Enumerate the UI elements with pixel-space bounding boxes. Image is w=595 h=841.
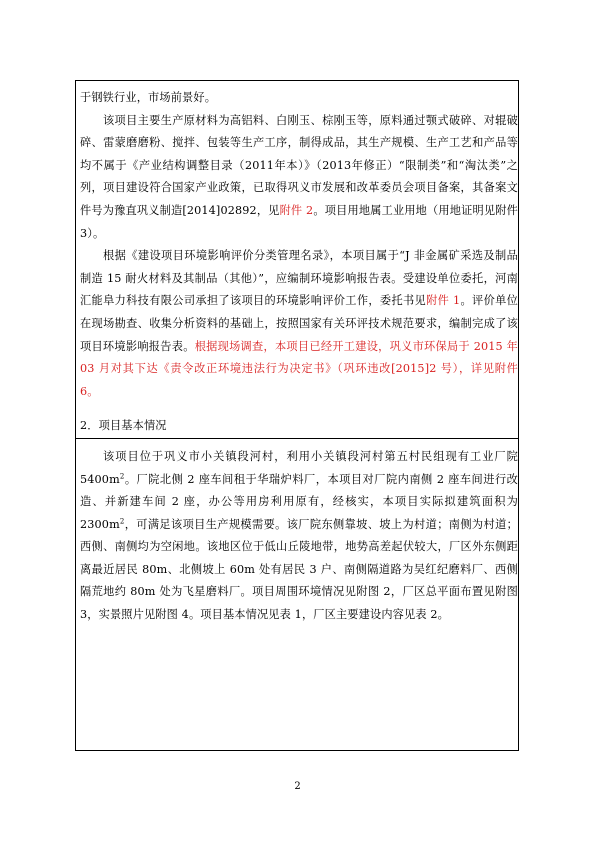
paragraph-eia-text: 根据《建设项目环境影响评价分类管理名录》，本项目属于“J 非金属矿采选及制品制造 15 耐火材料及其制品（其他）”，应编制环境影响报告表。受建设单位委托，河南汇能阜力科技有限公司承担了该项目的环境影响评价工作，委托书见 — [80, 249, 518, 308]
paragraph-materials — [80, 110, 518, 246]
paragraph-materials-tail: 。项目用地属工业用地（用地证明见附件 3）。 — [80, 203, 518, 240]
paragraph-eia-text-b: 。评价单位在现场勘查、收集分析资料的基础上，按照国家有关环评技术规范要求，编制完成了该项目环境影响报告表。 — [80, 294, 518, 353]
document-body — [80, 87, 518, 627]
superscript-2: 2 — [119, 471, 125, 480]
attachment-1-reference: 附件 1 — [426, 294, 461, 308]
paragraph-site-text-b: 。厂院北侧 2 座车间租于华瑞炉料厂，本项目对厂院内南侧 2 座车间进行改造、并新建车间 2 座，办公等用房利用原有，经核实，本项目实际拟建筑面积为 2300m — [80, 472, 518, 531]
attachment-2-reference: 附件 2 — [279, 203, 314, 217]
paragraph-eia — [80, 245, 518, 403]
continuation-line: 于钢铁行业，市场前景好。 — [80, 91, 217, 104]
page-number: 2 — [294, 781, 301, 792]
paragraph-site-text-a: 该项目位于巩义市小关镇段河村，利用小关镇段河村第五村民组现有工业厂院 5400m — [80, 449, 518, 486]
section-heading: 2．项目基本情况 — [80, 419, 167, 433]
paragraph-site-text-c: ，可满足该项目生产规模需要。该厂院东侧靠坡、坡上为村道；南侧为村道；西侧、南侧均为空闲地。该地区位于低山丘陵地带，地势高差起伏较大，厂区外东侧距离最近居民 80m、北侧坡上 60m 处有居民 3 户、南侧隔道路为吴红纪磨料厂、西侧隔荒地约 80m 处为飞星磨料厂。项目周围环境情况见附图 2，厂区总平面布置见附图 3，实景照片见附图 4。项目基本情况见表 1，厂区主要建设内容见表 2。 — [80, 517, 518, 622]
paragraph-materials-text: 该项目主要生产原材料为高铝料、白刚玉、棕刚玉等，原料通过颚式破碎、对辊破碎、雷蒙磨磨粉、搅拌、包装等生产工序，制得成品，其生产规模、生产工艺和产品等均不属于《产业结构调整目录（2011年本）》（2013年修正）“限制类”和“淘汰类”之列，项目建设符合国家产业政策，已取得巩义市发展和改革委员会项目备案，其备案文件号为豫直巩义制造[2014]02892，见 — [80, 113, 518, 217]
paragraph-site — [80, 446, 518, 627]
enforcement-notice-text: 根据现场调查，本项目已经开工建设，巩义市环保局于 2015 年 03 月对其下达《责令改正环境违法行为决定书》（巩环违改[2015]2 号），详见附件 6。 — [80, 339, 518, 398]
superscript-2-second: 2 — [119, 516, 125, 525]
